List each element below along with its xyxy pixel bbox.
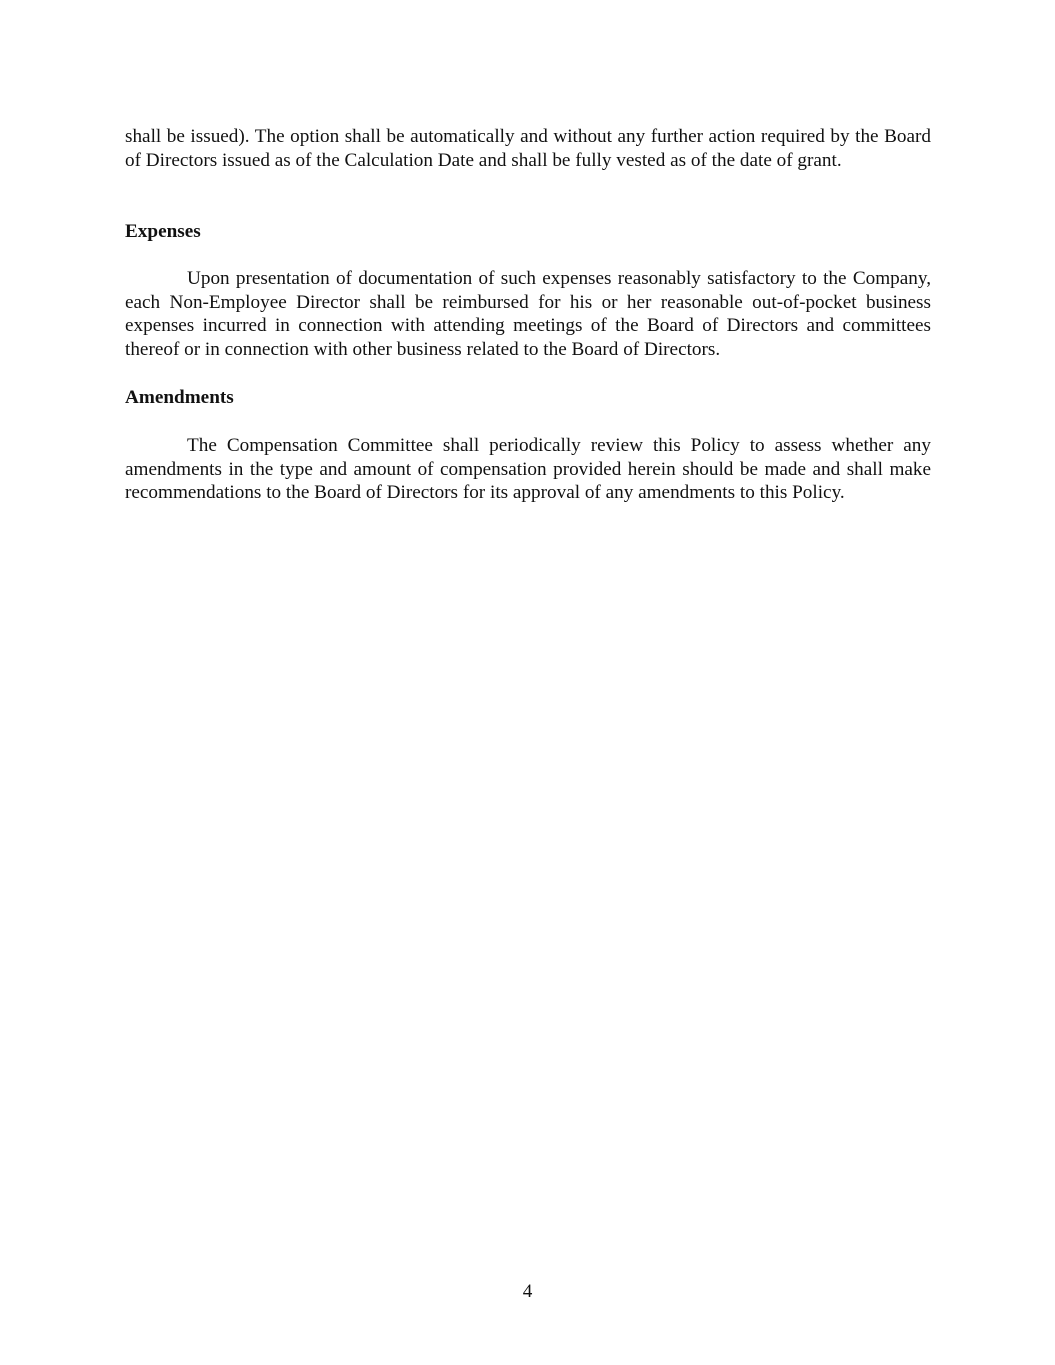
paragraph-expenses: Upon presentation of documentation of such expenses reasonably satisfactory to the Company, each Non-Employee Director shall be reimbursed for his or her reasonable out-of-pocket business expenses incurred in connection with attending meetings of the Board of Directors and committees thereof or in connection with other business related to the Board of Directors. — [125, 268, 931, 361]
section-heading-expenses: Expenses — [125, 221, 201, 242]
paragraph-option-grant-continuation: shall be issued). The option shall be automatically and without any further action required by the Board of Directors issued as of the Calculation Date and shall be fully vested as of the date of grant. — [125, 126, 931, 171]
section-heading-amendments: Amendments — [125, 387, 234, 408]
page-number: 4 — [522, 1281, 533, 1302]
paragraph-amendments: The Compensation Committee shall periodically review this Policy to assess whether any amendments in the type and amount of compensation provided herein should be made and shall make recommendations to the Board of Directors for its approval of any amendments to this Policy. — [125, 435, 931, 504]
